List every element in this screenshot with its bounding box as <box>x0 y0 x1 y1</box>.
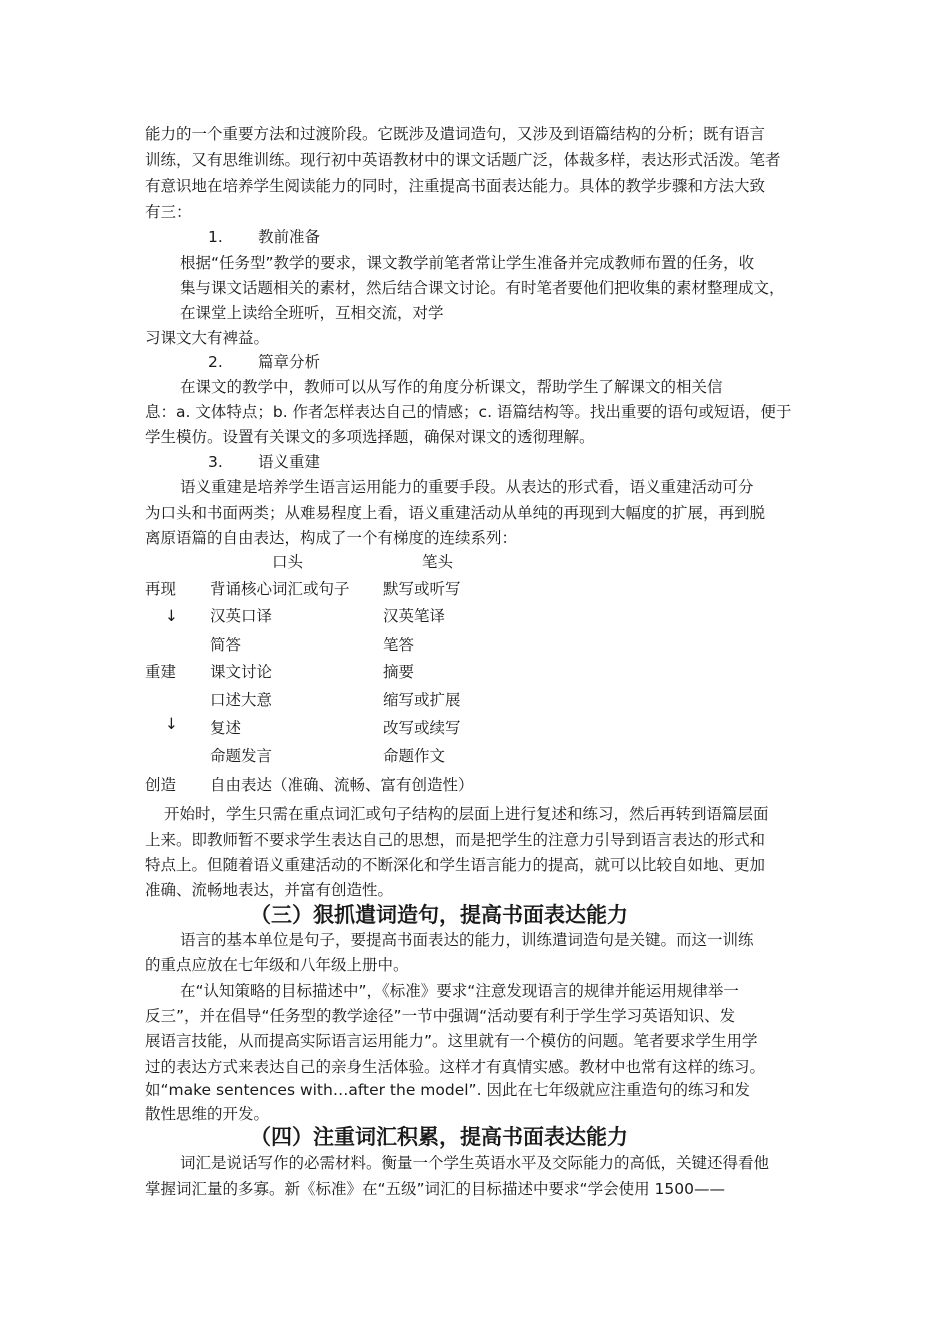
table-written-cell: 命题作文 <box>383 747 446 765</box>
section3-p2-line-6: 散性思维的开发。 <box>145 1105 270 1123</box>
step2-line-1: 在课文的教学中，教师可以从写作的角度分析课文，帮助学生了解课文的相关信 <box>180 378 723 396</box>
step2-line-3: 学生模仿。设置有关课文的多项选择题，确保对课文的透彻理解。 <box>145 428 595 446</box>
section3-p1-line-1: 语言的基本单位是句子，要提高书面表达的能力，训练遣词造句是关键。而这一训练 <box>180 931 754 949</box>
step1-title: 教前准备 <box>258 228 321 246</box>
step3-line-2: 为口头和书面两类；从难易程度上看，语义重建活动从单纯的再现到大幅度的扩展，再到脱 <box>145 504 766 522</box>
step1-line-1: 根据“任务型”教学的要求，课文教学前笔者常让学生准备并完成教师布置的任务，收 <box>180 254 755 272</box>
table-oral-cell: 汉英口译 <box>210 607 273 625</box>
section3-p2-line-3: 展语言技能，从而提高实际语言运用能力”。这里就有一个模仿的问题。笔者要求学生用学 <box>145 1032 758 1050</box>
step2-line-2: 息：a. 文体特点；b. 作者怎样表达自己的情感；c. 语篇结构等。找出重要的语句或短语，便于 <box>145 403 792 421</box>
table-stage-label: 重建 <box>145 663 177 681</box>
table-oral-cell: 背诵核心词汇或句子 <box>210 580 350 598</box>
after-table-line-1: 开始时，学生只需在重点词汇或句子结构的层面上进行复述和练习，然后再转到语篇层面 <box>164 805 769 823</box>
table-oral-cell: 复述 <box>210 719 242 737</box>
step3-line-1: 语义重建是培养学生语言运用能力的重要手段。从表达的形式看，语义重建活动可分 <box>180 478 754 496</box>
table-oral-cell: 口述大意 <box>210 691 273 709</box>
section3-p1-line-2: 的重点应放在七年级和八年级上册中。 <box>145 956 409 974</box>
table-oral-cell: 简答 <box>210 636 242 654</box>
after-table-line-4: 准确、流畅地表达，并富有创造性。 <box>145 881 394 899</box>
intro-line-4: 有三： <box>145 203 192 221</box>
step2-number: 2. <box>208 353 223 371</box>
intro-line-3: 有意识地在培养学生阅读能力的同时，注重提高书面表达能力。具体的教学步骤和方法大致 <box>145 177 766 195</box>
step3-title: 语义重建 <box>258 453 321 471</box>
table-written-cell: 改写或续写 <box>383 719 461 737</box>
table-written-cell: 汉英笔译 <box>383 607 446 625</box>
step1-line-4: 习课文大有裨益。 <box>145 329 270 347</box>
step2-title: 篇章分析 <box>258 353 321 371</box>
section4-line-2: 掌握词汇量的多寡。新《标准》在“五级”词汇的目标描述中要求“学会使用 1500—— <box>145 1180 725 1198</box>
intro-line-2: 训练，又有思维训练。现行初中英语教材中的课文话题广泛，体裁多样，表达形式活泼。笔者 <box>145 151 781 169</box>
table-written-cell: 笔答 <box>383 636 415 654</box>
table-oral-cell: 课文讨论 <box>210 663 273 681</box>
section3-p2-line-2: 反三”，并在倡导“任务型的教学途径”一节中强调“活动要有利于学生学习英语知识、发 <box>145 1007 736 1025</box>
table-oral-cell: 命题发言 <box>210 747 273 765</box>
section4-line-1: 词汇是说话写作的必需材料。衡量一个学生英语水平及交际能力的高低，关键还得看他 <box>180 1154 770 1172</box>
table-stage-arrow: ↓ <box>165 715 178 733</box>
after-table-line-3: 特点上。但随着语义重建活动的不断深化和学生语言能力的提高，就可以比较自如地、更加 <box>145 856 766 874</box>
section3-p2-line-1: 在“认知策略的目标描述中”，《标准》要求“注意发现语言的规律并能运用规律举一 <box>180 982 739 1000</box>
table-oral-cell: 自由表达（准确、流畅、富有创造性） <box>210 776 474 794</box>
table-stage-arrow: ↓ <box>165 607 178 625</box>
table-written-cell: 默写或听写 <box>383 580 461 598</box>
step3-number: 3. <box>208 453 223 471</box>
table-header-oral: 口头 <box>272 553 304 571</box>
section3-p2-line-5: 如“make sentences with…after the model”. 因此在七年级就应注重造句的练习和发 <box>145 1081 750 1099</box>
after-table-line-2: 上来。即教师暂不要求学生表达自己的思想，而是把学生的注意力引导到语言表达的形式和 <box>145 831 766 849</box>
table-written-cell: 缩写或扩展 <box>383 691 461 709</box>
step1-line-2: 集与课文话题相关的素材，然后结合课文讨论。有时笔者要他们把收集的素材整理成文， <box>180 279 785 297</box>
section4-heading: （四）注重词汇积累，提高书面表达能力 <box>250 1125 628 1149</box>
intro-line-1: 能力的一个重要方法和过渡阶段。它既涉及遣词造句，又涉及到语篇结构的分析；既有语言 <box>145 125 766 143</box>
table-written-cell: 摘要 <box>383 663 415 681</box>
step3-line-3: 离原语篇的自由表达，构成了一个有梯度的连续系列： <box>145 529 518 547</box>
step1-number: 1. <box>208 228 223 246</box>
step1-line-3: 在课堂上读给全班听，互相交流，对学 <box>180 304 444 322</box>
section3-p2-line-4: 过的表达方式来表达自己的亲身生活体验。这样才有真情实感。教材中也常有这样的练习。 <box>145 1058 766 1076</box>
table-stage-label: 创造 <box>145 776 177 794</box>
section3-heading: （三）狠抓遣词造句，提高书面表达能力 <box>250 903 628 927</box>
table-stage-label: 再现 <box>145 580 177 598</box>
table-header-written: 笔头 <box>422 553 454 571</box>
